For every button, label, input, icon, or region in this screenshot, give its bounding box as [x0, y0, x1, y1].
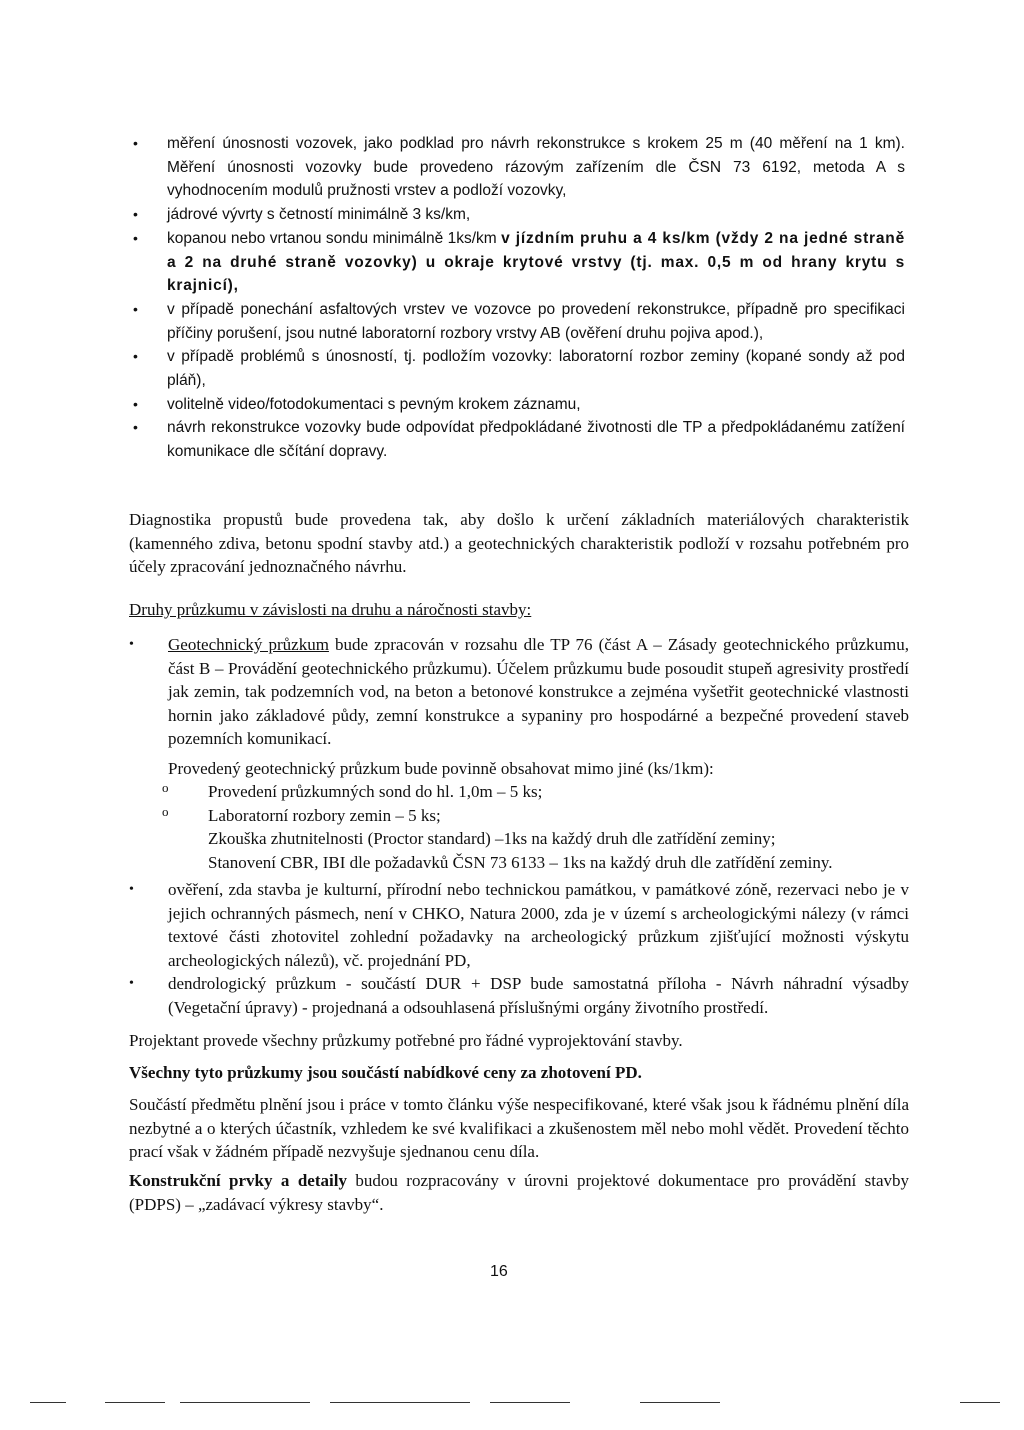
paragraph-included-in-price: Všechny tyto průzkumy jsou součástí nabídkové ceny za zhotovení PD. — [129, 1063, 642, 1082]
geo-intro: Provedený geotechnický průzkum bude povinně obsahovat mimo jiné (ks/1km): — [168, 758, 714, 778]
geo-subitem: o Provedení průzkumných sond do hl. 1,0m – 5 ks; — [162, 780, 909, 804]
page-number: 16 — [490, 1263, 508, 1280]
list-item: • v případě problémů s únosností, tj. podložím vozovky: laboratorní rozbor zeminy (kopané sondy až pod pláň), — [133, 345, 905, 392]
list-item: • měření únosnosti vozovek, jako podklad pro návrh rekonstrukce s krokem 25 m (40 měření na 1 km). Měření únosnosti vozovky bude provedeno rázovým zařízením dle ČSN 73 6192, metoda A s vyhodnocením modulů pružnosti vrstev a podloží vozovky, — [133, 132, 905, 203]
bullet-icon: • — [129, 976, 134, 991]
list-item: • návrh rekonstrukce vozovky bude odpovídat předpokládané životnosti dle TP a předpokládanému zatížení komunikace dle sčítání dopravy. — [133, 416, 905, 463]
list-item: • kopanou nebo vrtanou sondu minimálně 1ks/km v jízdním pruhu a 4 ks/km (vždy 2 na jedné straně a 2 na druhé straně vozovky) u okraje krytové vrstvy (tj. max. 0,5 m od hrany krytu s krajnicí), — [133, 227, 905, 298]
geo-extra: Stanovení CBR, IBI dle požadavků ČSN 73 6133 – 1ks na každý druh dle zatřídění zeminy. — [208, 852, 833, 872]
paragraph-projektant: Projektant provede všechny průzkumy potřebné pro řádné vyprojektování stavby. — [129, 1031, 683, 1050]
circle-bullet-icon: o — [162, 780, 169, 795]
scan-edge-line — [960, 1402, 1000, 1403]
list-item: • dendrologický průzkum - součástí DUR + DSP bude samostatná příloha - Návrh náhradní výsadby (Vegetační úpravy) - projednaná a odsouhlasená příslušnými orgány životního prostředí. — [129, 974, 909, 1017]
bullet-icon: • — [133, 419, 138, 436]
geotechnical-list — [129, 633, 909, 874]
list-item: • v případě ponechání asfaltových vrstev ve vozovce po provedení rekonstrukce, případně pro specifikaci příčiny porušení, jsou nutné laboratorní rozbory vrstvy AB (ověření druhu pojiva apod.), — [133, 298, 905, 345]
scan-edge-line — [180, 1402, 310, 1403]
bullet-icon: • — [133, 135, 138, 151]
bullet-icon: • — [129, 882, 134, 897]
circle-bullet-icon: o — [162, 803, 169, 819]
survey-list-pavement — [133, 132, 905, 464]
geo-extra: Zkouška zhutnitelnosti (Proctor standard) –1ks na každý druh dle zatřídění zeminy; — [208, 829, 776, 848]
list-item: • jádrové vývrty s četností minimálně 3 ks/km, — [133, 203, 905, 227]
scan-edge-line — [490, 1402, 570, 1403]
scan-edge-line — [105, 1402, 165, 1403]
bullet-icon: • — [133, 206, 138, 223]
scan-edge-line — [640, 1402, 720, 1403]
other-surveys-list — [129, 878, 909, 1019]
geotechnical-survey-link: Geotechnický průzkum — [168, 635, 329, 654]
bullet-icon: • — [133, 300, 138, 317]
geo-subitem: o Laboratorní rozbory zemin – 5 ks; — [162, 804, 909, 828]
bullet-icon: • — [133, 348, 138, 365]
scan-edge-line — [30, 1402, 66, 1403]
bullet-icon: • — [133, 395, 138, 412]
list-item: • volitelně video/fotodokumentaci s pevným krokem záznamu, — [133, 393, 905, 417]
bullet-icon: • — [129, 637, 134, 652]
list-item: • ověření, zda stavba je kulturní, přírodní nebo technickou památkou, v památkové zóně, rezervaci nebo je v jejich ochranných pásmech, není v CHKO, Natura 2000, zda je v území s archeologickými nálezy (v rámci textové části zhotovitel zohlední požadavky na archeologický průzkum zjišťující možnosti výskytu archeologických nálezů), vč. projednání PD, — [129, 880, 909, 970]
paragraph-diagnostika: Diagnostika propustů bude provedena tak, aby došlo k určení základních materiálových charakteristik (kamenného zdiva, betonu spodní stavby atd.) a geotechnických charakteristik podloží v rozsahu potřebném pro účely zpracování jednoznačného návrhu. — [129, 510, 909, 576]
scan-edge-line — [330, 1402, 470, 1403]
paragraph-konstrukcni-prvky: Konstrukční prvky a detaily budou rozpracovány v úrovni projektové dokumentace pro provádění stavby (PDPS) – „zadávací výkresy stavby“. — [129, 1171, 909, 1214]
bullet-icon: • — [133, 229, 138, 246]
paragraph-soucasti: Součástí předmětu plnění jsou i práce v tomto článku výše nespecifikované, které však jsou k řádnému plnění díla nezbytné a o kterých účastník, vzhledem ke své kvalifikaci a zkušenostem měl nebo mohl vědět. Provedení těchto prací však v žádném případě nezvyšuje sjednanou cenu díla. — [129, 1095, 909, 1161]
list-item-geotechnical: • Geotechnický průzkum bude zpracován v rozsahu dle TP 76 (část A – Zásady geotechnického průzkumu, část B – Provádění geotechnického průzkumu). Účelem průzkumu bude posoudit stupeň agresivity prostředí jak zemin, tak podzemních vod, na beton a betonové konstrukce a zejména vyšetřit geotechnické vlastnosti hornin jako základové půdy, zemní konstrukce a sypaniny pro hospodárné a bezpečné provedení staveb pozemních komunikací. Provedený geotechnický průzkum bude povinně obsahovat mimo jiné (ks/1km): o Provedení průzkumných sond do hl. 1,0m – 5 ks; o Laboratorní rozbory zemin – 5 ks; Zkouška zhutnitelnosti (Proctor standard) –1ks na každý druh dle zatřídění zeminy; Stanovení CBR, IBI dle požadavků ČSN 73 6133 – 1ks na každý druh dle zatřídění zeminy. — [129, 633, 909, 874]
section-heading: Druhy průzkumu v závislosti na druhu a náročnosti stavby: — [129, 600, 532, 619]
